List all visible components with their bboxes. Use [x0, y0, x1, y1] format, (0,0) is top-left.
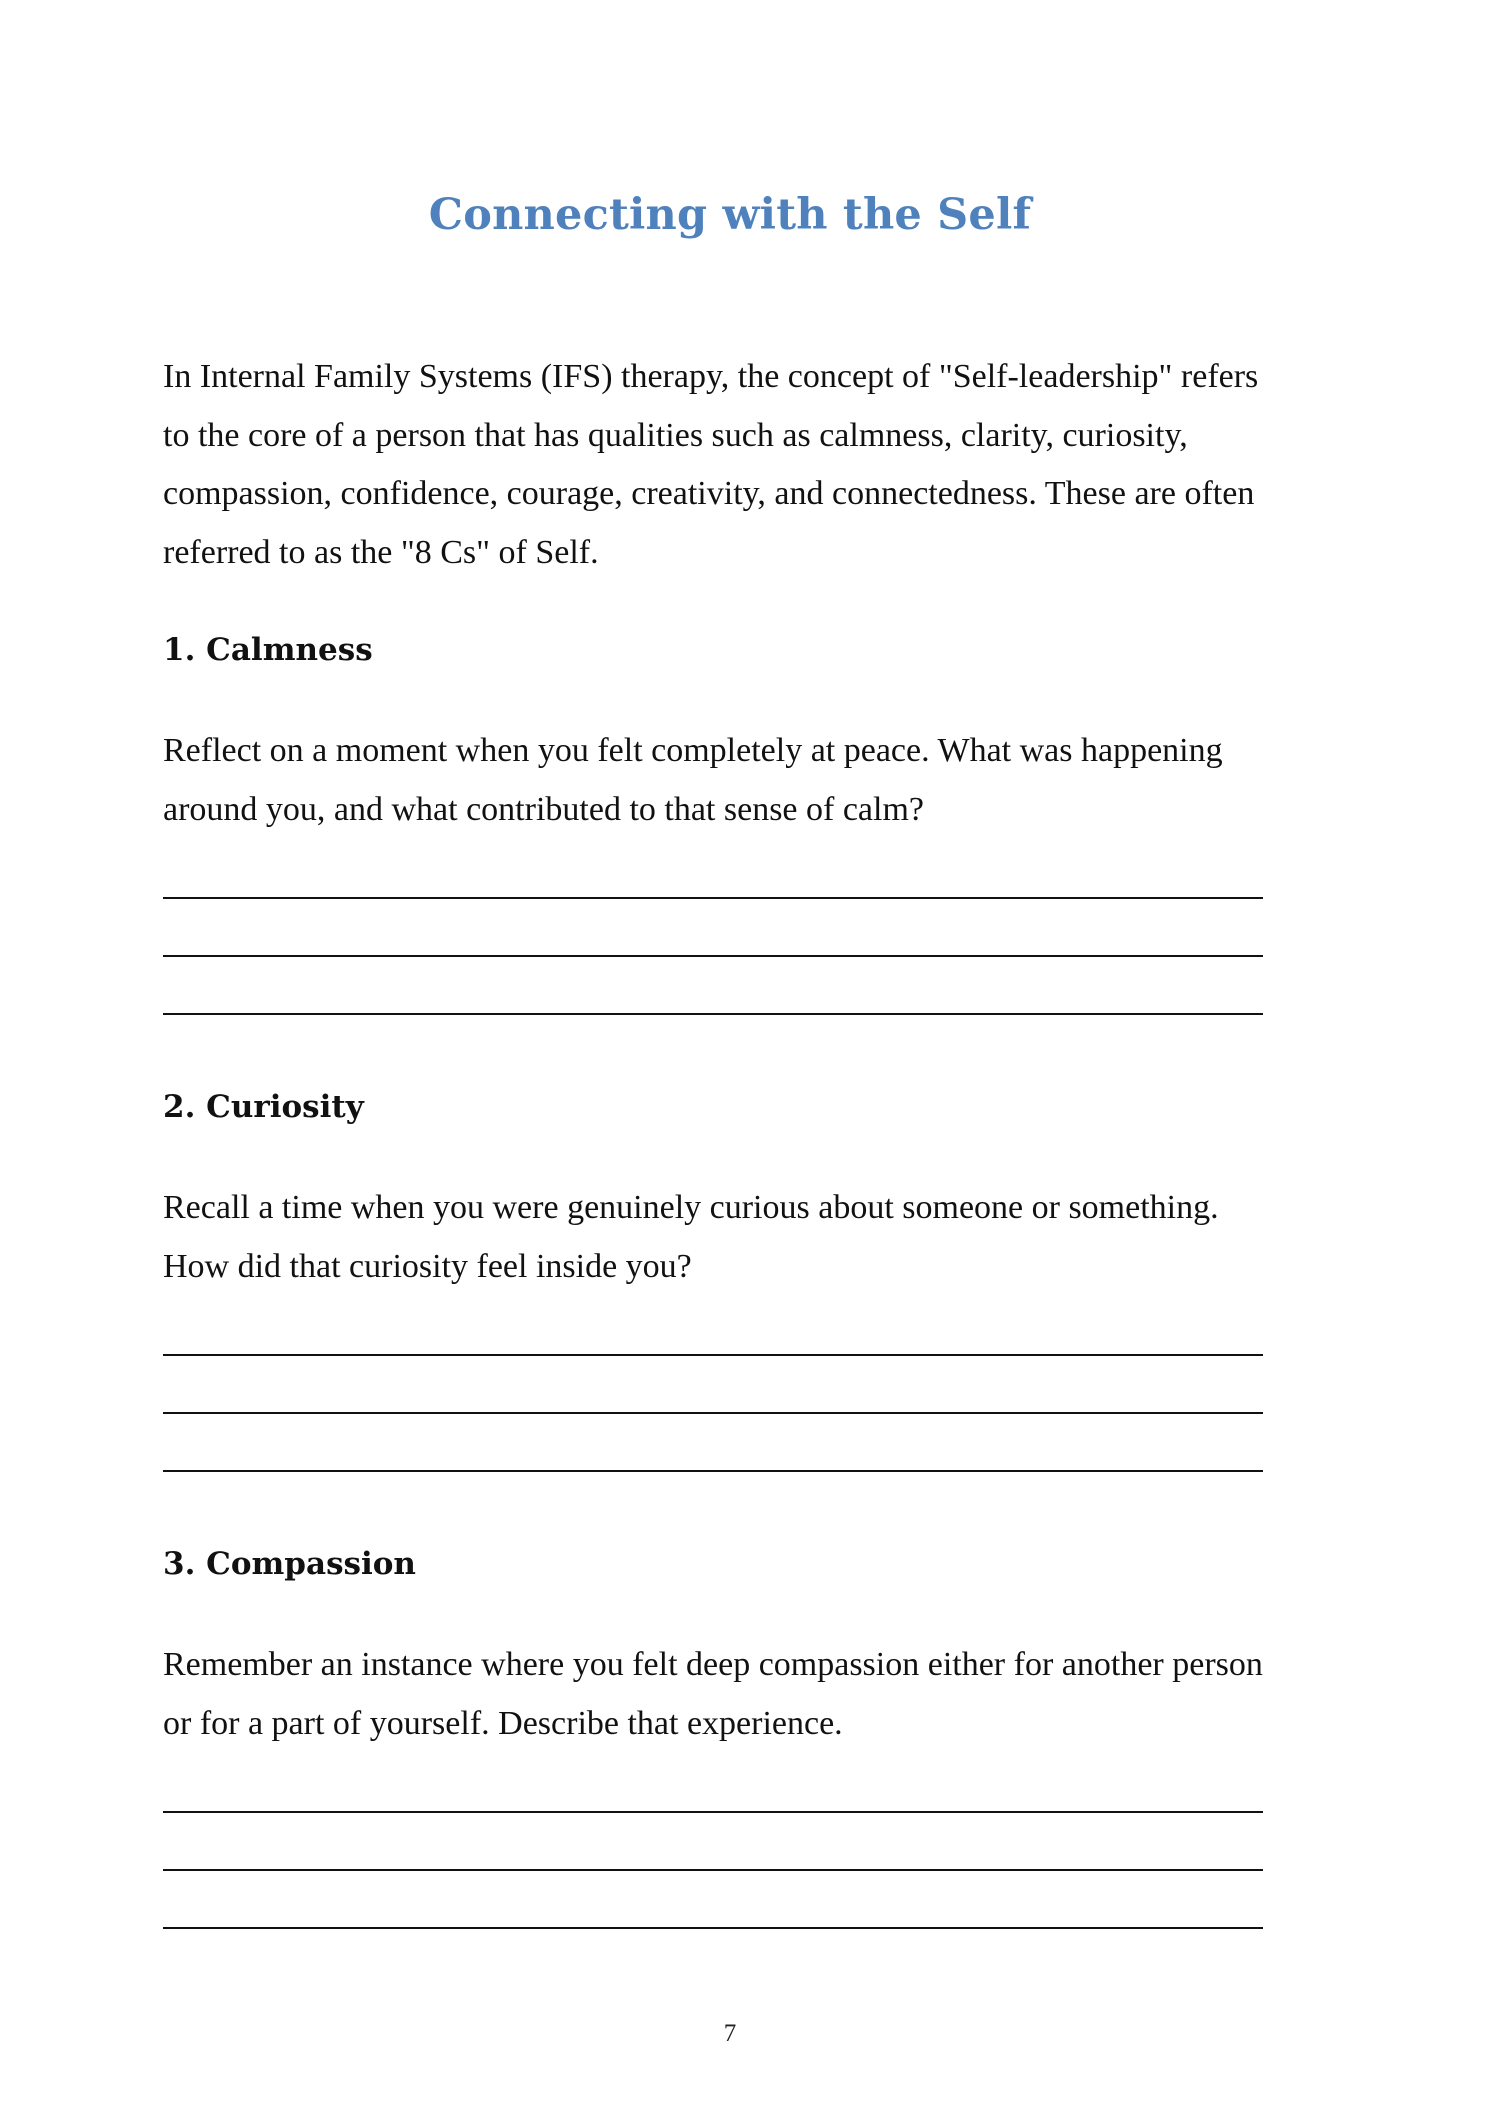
section-heading: 3. Compassion	[163, 1546, 416, 1582]
section-calmness	[163, 630, 1283, 1015]
answer-line[interactable]	[163, 955, 1263, 957]
answer-line[interactable]	[163, 1869, 1263, 1871]
answer-line[interactable]	[163, 897, 1263, 899]
section-prompt: Remember an instance where you felt deep compassion either for another person or for a part of yourself. Describe that experience.	[163, 1646, 1263, 1742]
answer-line[interactable]	[163, 1354, 1263, 1356]
section-prompt: Reflect on a moment when you felt completely at peace. What was happening around you, and what contributed to that sense of calm?	[163, 732, 1223, 828]
answer-line[interactable]	[163, 1927, 1263, 1929]
section-prompt: Recall a time when you were genuinely curious about someone or something. How did that curiosity feel inside you?	[163, 1189, 1219, 1285]
answer-line[interactable]	[163, 1470, 1263, 1472]
answer-lines[interactable]	[163, 1354, 1283, 1472]
section-heading: 2. Curiosity	[163, 1089, 364, 1125]
answer-line[interactable]	[163, 1412, 1263, 1414]
answer-lines[interactable]	[163, 1811, 1283, 1929]
answer-line[interactable]	[163, 1013, 1263, 1015]
page-number: 7	[723, 2020, 737, 2047]
intro-paragraph: In Internal Family Systems (IFS) therapy, the concept of "Self-leadership" refers to the core of a person that has qualities such as calmness, clarity, curiosity, compassion, confidence, courage, creativity, and connectedness. These are often referred to as the "8 Cs" of Self.	[163, 358, 1259, 571]
answer-lines[interactable]	[163, 897, 1283, 1015]
section-curiosity	[163, 1087, 1283, 1472]
answer-line[interactable]	[163, 1811, 1263, 1813]
page-title: Connecting with the Self	[428, 190, 1032, 240]
section-heading: 1. Calmness	[163, 632, 373, 668]
section-compassion	[163, 1544, 1283, 1929]
